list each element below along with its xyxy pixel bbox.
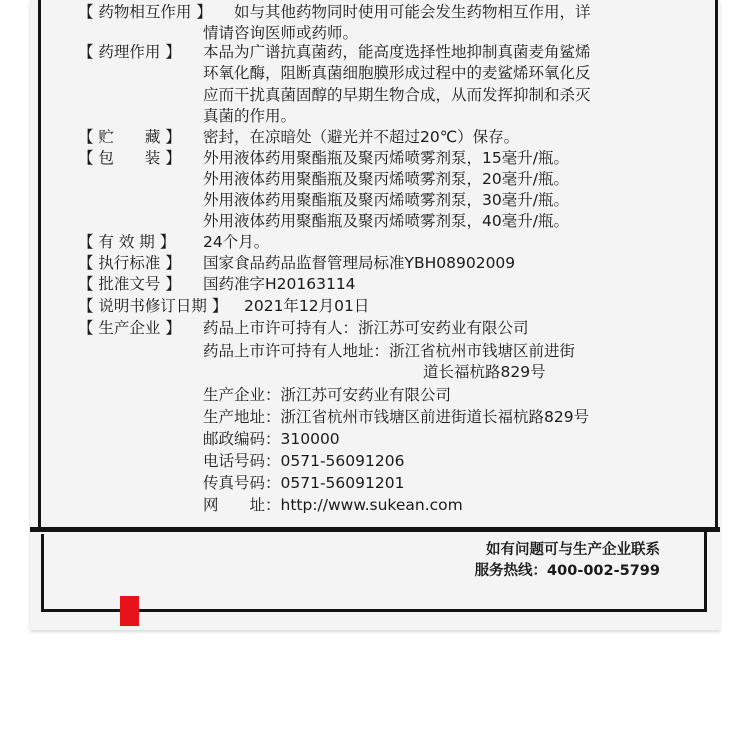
revision-date-text: 2021年12月01日 bbox=[244, 297, 370, 315]
pharmacology-line-2: 环氧化酶，阻断真菌细胞膜形成过程中的麦鲨烯环氧化反 bbox=[203, 64, 591, 82]
label-manufacturer: 【 生产企业 】 bbox=[78, 319, 181, 337]
frame-left-line bbox=[38, 0, 41, 530]
standard-text: 国家食品药品监督管理局标准YBH08902009 bbox=[203, 254, 516, 272]
hotline-text: 服务热线：400-002-5799 bbox=[474, 563, 660, 579]
site-address-text: 生产地址：浙江省杭州市钱塘区前进街道长福杭路829号 bbox=[203, 408, 590, 426]
pharmacology-line-3: 应而干扰真菌固醇的早期生物合成，从而发挥抑制和杀灭 bbox=[203, 86, 591, 104]
package-line-2: 外用液体药用聚酯瓶及聚丙烯喷雾剂泵，20毫升/瓶。 bbox=[203, 170, 569, 188]
postcode-text: 邮政编码：310000 bbox=[203, 430, 340, 448]
phone-text: 电话号码：0571-56091206 bbox=[203, 452, 405, 470]
holder-address-line-1: 药品上市许可持有人地址：浙江省杭州市钱塘区前进街 bbox=[203, 342, 576, 360]
package-line-3: 外用液体药用聚酯瓶及聚丙烯喷雾剂泵，30毫升/瓶。 bbox=[203, 191, 569, 209]
pharmacology-line-1: 本品为广谱抗真菌药，能高度选择性地抑制真菌麦角鲨烯 bbox=[203, 43, 591, 61]
label-interaction: 【 药物相互作用 】 bbox=[78, 3, 212, 21]
holder-text: 药品上市许可持有人：浙江苏可安药业有限公司 bbox=[203, 319, 529, 337]
pharmacology-line-4: 真菌的作用。 bbox=[203, 107, 297, 125]
red-mark bbox=[120, 596, 139, 626]
label-pharmacology: 【 药理作用 】 bbox=[78, 43, 181, 61]
contact-line-1: 如有问题可与生产企业联系 bbox=[486, 542, 660, 558]
website-text: 网 址：http://www.sukean.com bbox=[203, 496, 463, 514]
label-validity: 【 有 效 期 】 bbox=[78, 233, 176, 251]
label-revision-date: 【 说明书修订日期 】 bbox=[78, 297, 228, 315]
interaction-line-1: 如与其他药物同时使用可能会发生药物相互作用，详 bbox=[234, 3, 591, 21]
frame-right-line bbox=[715, 0, 718, 530]
frame-bottom-line bbox=[30, 527, 720, 532]
label-approval: 【 批准文号 】 bbox=[78, 275, 181, 293]
package-line-4: 外用液体药用聚酯瓶及聚丙烯喷雾剂泵，40毫升/瓶。 bbox=[203, 212, 569, 230]
company-text: 生产企业：浙江苏可安药业有限公司 bbox=[203, 386, 452, 404]
footer-left-line bbox=[41, 534, 44, 612]
validity-text: 24个月。 bbox=[203, 233, 270, 251]
holder-address-line-2: 道长福杭路829号 bbox=[423, 363, 546, 381]
interaction-line-2: 情请咨询医师或药师。 bbox=[203, 24, 359, 42]
label-storage: 【 贮 藏 】 bbox=[78, 128, 181, 146]
storage-text: 密封，在凉暗处（避光并不超过20℃）保存。 bbox=[203, 128, 520, 146]
footer-right-line bbox=[704, 532, 707, 612]
fax-text: 传真号码：0571-56091201 bbox=[203, 474, 405, 492]
approval-text: 国药准字H20163114 bbox=[203, 275, 356, 293]
footer-bottom-line bbox=[41, 609, 707, 612]
label-package: 【 包 装 】 bbox=[78, 149, 181, 167]
package-line-1: 外用液体药用聚酯瓶及聚丙烯喷雾剂泵，15毫升/瓶。 bbox=[203, 149, 569, 167]
label-standard: 【 执行标准 】 bbox=[78, 254, 181, 272]
